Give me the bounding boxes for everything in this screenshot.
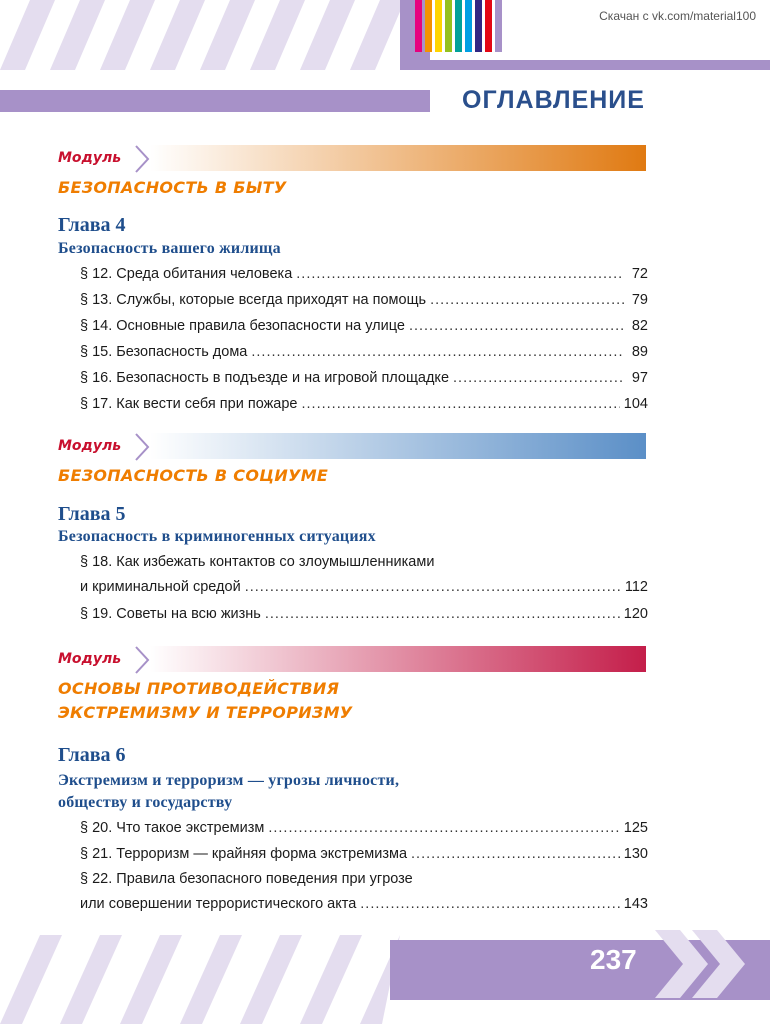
toc-entry[interactable] (80, 842, 648, 867)
toc-entry-text: § 12. Среда обитания человека (80, 266, 293, 282)
toc-entry-text: § 19. Советы на всю жизнь (80, 606, 261, 622)
toc-entry-text: § 20. Что такое экстремизм (80, 820, 265, 836)
color-bar (455, 0, 462, 52)
module-title-line: БЕЗОПАСНОСТЬ В СОЦИУМЕ (58, 466, 329, 485)
toc-page-number: 79 (631, 292, 648, 308)
color-bar (495, 0, 502, 52)
toc-entry-text: § 17. Как вести себя при пожаре (80, 396, 298, 412)
leader-dots (296, 262, 624, 287)
chapter-heading: Глава 4 (58, 214, 126, 236)
leader-dots (453, 366, 624, 391)
double-chevron-icon (650, 924, 750, 1004)
leader-dots (245, 575, 621, 600)
toc-page-number: 89 (631, 344, 648, 360)
page-number: 237 (590, 944, 637, 975)
chevron-right-icon (132, 432, 152, 462)
chapter-title (58, 770, 399, 814)
chapter-title (58, 526, 376, 548)
color-bar (425, 0, 432, 52)
module-bar (150, 646, 646, 672)
toc-entry-text: и криминальной средой (80, 579, 241, 595)
toc-page-number: 130 (623, 846, 648, 862)
toc-entry-text: § 18. Как избежать контактов со злоумышленниками (80, 554, 435, 570)
toc-page-number: 143 (623, 896, 648, 912)
toc-entry[interactable] (80, 392, 648, 417)
toc-entry[interactable] (80, 550, 648, 600)
leader-dots (268, 816, 619, 841)
color-bar (465, 0, 472, 52)
module-title (58, 176, 287, 200)
module-title-line: БЕЗОПАСНОСТЬ В БЫТУ (58, 178, 287, 197)
chapter-title-line: Экстремизм и терроризм — угрозы личности, (58, 772, 400, 789)
module-label: Модуль (58, 438, 122, 454)
toc-page-number: 112 (624, 579, 648, 595)
toc-page-number: 82 (631, 318, 648, 334)
chapter-title (58, 238, 281, 260)
toc-entry[interactable] (80, 288, 648, 313)
color-bars-decoration (415, 0, 502, 52)
toc-entry[interactable] (80, 366, 648, 391)
toc-entry-text: или совершении террористического акта (80, 896, 357, 912)
leader-dots (302, 392, 620, 417)
color-bar (445, 0, 452, 52)
chapter-title-line: обществу и государству (58, 794, 233, 811)
module-title-line: ЭКСТРЕМИЗМУ И ТЕРРОРИЗМУ (58, 703, 353, 722)
module-title (58, 464, 328, 488)
color-bar (415, 0, 422, 52)
watermark-text: Скачан с vk.com/material100 (599, 9, 756, 23)
toc-entry-text: § 22. Правила безопасного поведения при угрозе (80, 871, 413, 887)
color-bar (475, 0, 482, 52)
module-bar (150, 433, 646, 459)
leader-dots (409, 314, 624, 339)
chevron-right-icon (132, 144, 152, 174)
module-title (58, 677, 352, 725)
toc-entry[interactable] (80, 340, 648, 365)
chapter-heading: Глава 6 (58, 744, 126, 766)
color-bar (435, 0, 442, 52)
toc-entry[interactable] (80, 262, 648, 287)
toc-page-number: 97 (631, 370, 648, 386)
module-bar (150, 145, 646, 171)
toc-page-number: 120 (623, 606, 648, 622)
color-bar (485, 0, 492, 52)
title-bar (0, 90, 430, 112)
toc-entry-text: § 14. Основные правила безопасности на улице (80, 318, 405, 334)
page-title: ОГЛАВЛЕНИЕ (462, 86, 645, 114)
chapter-title-line: Безопасность в криминогенных ситуациях (58, 528, 376, 545)
toc-entry-text: § 21. Терроризм — крайняя форма экстремизма (80, 846, 408, 862)
chapter-heading: Глава 5 (58, 503, 126, 525)
bottom-stripes-decoration (0, 935, 400, 1024)
module-title-line: ОСНОВЫ ПРОТИВОДЕЙСТВИЯ (58, 679, 340, 698)
toc-entry[interactable] (80, 867, 648, 917)
toc-entry[interactable] (80, 314, 648, 339)
toc-entry-text: § 15. Безопасность дома (80, 344, 248, 360)
toc-page-number: 104 (623, 396, 648, 412)
toc-entry[interactable] (80, 816, 648, 841)
toc-page-number: 72 (631, 266, 648, 282)
leader-dots (411, 842, 620, 867)
module-label: Модуль (58, 150, 122, 166)
leader-dots (360, 892, 620, 917)
chapter-title-line: Безопасность вашего жилища (58, 240, 281, 257)
toc-entry-text: § 16. Безопасность в подъезде и на игровой площадке (80, 370, 450, 386)
leader-dots (251, 340, 624, 365)
module-label: Модуль (58, 651, 122, 667)
top-stripes-decoration (0, 0, 410, 70)
leader-dots (265, 602, 620, 627)
chevron-right-icon (132, 645, 152, 675)
toc-entry[interactable] (80, 602, 648, 627)
toc-entry-text: § 13. Службы, которые всегда приходят на помощь (80, 292, 427, 308)
leader-dots (430, 288, 624, 313)
toc-page-number: 125 (623, 820, 648, 836)
